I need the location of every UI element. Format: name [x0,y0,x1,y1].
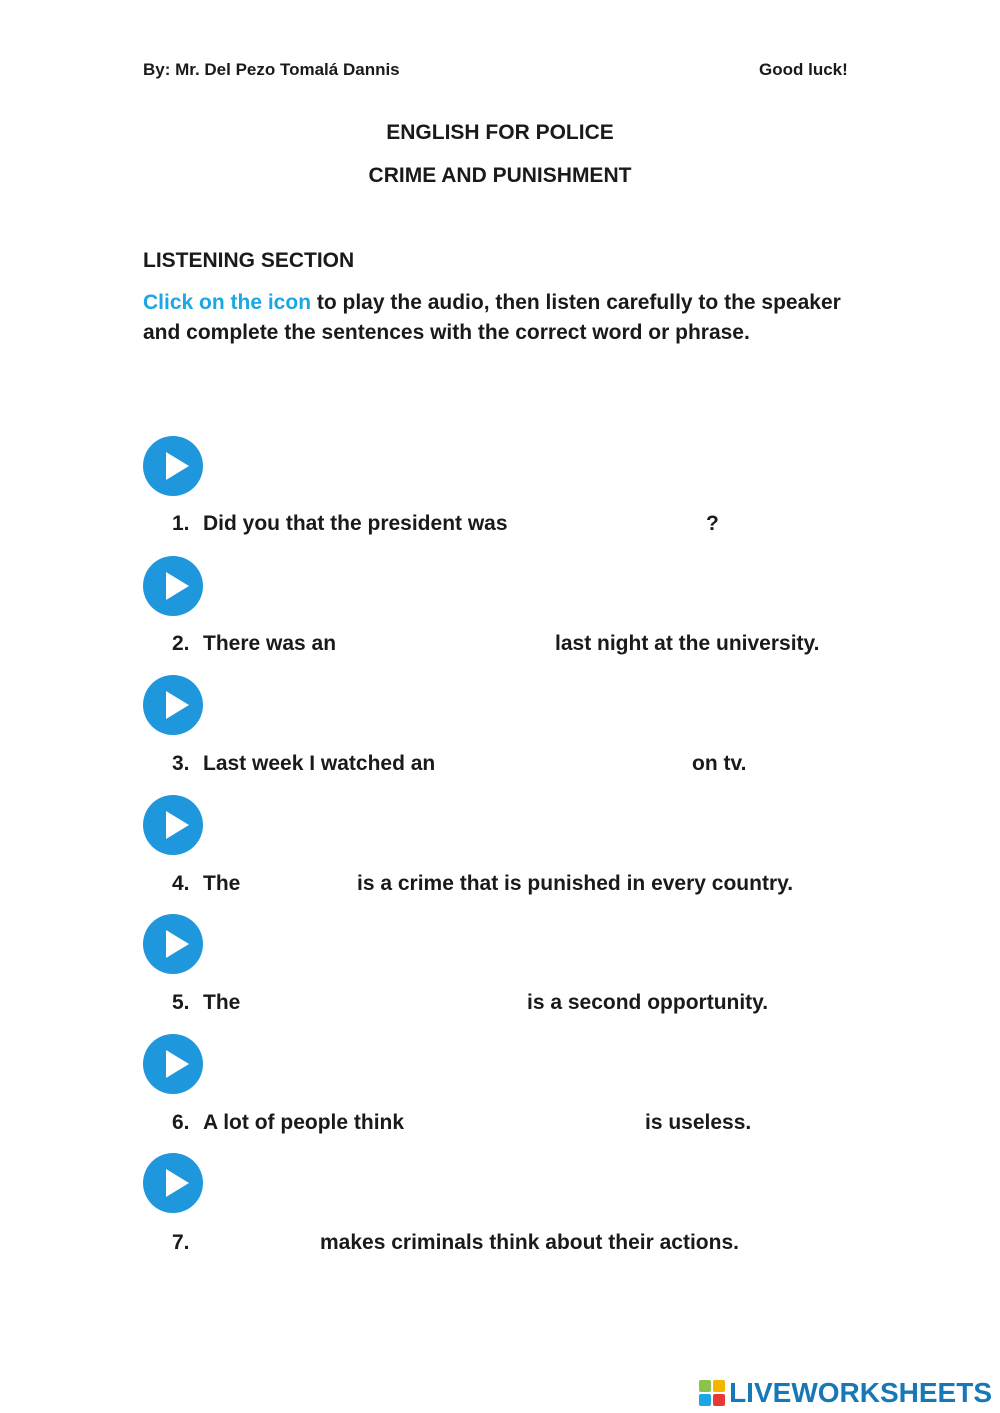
play-audio-button-2[interactable] [143,556,203,616]
play-audio-button-3[interactable] [143,675,203,735]
play-icon [143,436,203,496]
question-number: 7. [172,1231,190,1254]
play-audio-button-7[interactable] [143,1153,203,1213]
question-number: 3. [172,752,190,775]
logo-blocks-icon [699,1380,725,1406]
question-number: 4. [172,872,190,895]
instruction-link[interactable]: Click on the icon [143,291,312,314]
question-text-after: ? [706,512,719,535]
question-number: 6. [172,1111,190,1134]
instructions [143,288,863,348]
question-text-after: makes criminals think about their actions. [320,1231,739,1254]
section-heading: LISTENING SECTION [143,249,355,272]
question-text-before: A lot of people think [203,1111,405,1134]
question-text-before: Did you that the president was [203,512,508,535]
question-number: 2. [172,632,190,655]
author-line: By: Mr. Del Pezo Tomalá Dannis [143,60,400,79]
good-luck-text: Good luck! [759,60,848,79]
instruction-text: to play the audio, then listen carefully to the speaker and complete the sentences with the correct word or phrase. [143,291,841,344]
play-icon [143,914,203,974]
play-audio-button-5[interactable] [143,914,203,974]
question-number: 1. [172,512,190,535]
question-text-before: Last week I watched an [203,752,436,775]
liveworksheets-logo[interactable] [699,1377,992,1409]
play-icon [143,1153,203,1213]
play-audio-button-6[interactable] [143,1034,203,1094]
question-text-before: The [203,872,241,895]
play-icon [143,675,203,735]
question-text-after: last night at the university. [555,632,820,655]
question-number: 5. [172,991,190,1014]
question-text-before: The [203,991,241,1014]
question-text-after: is a second opportunity. [527,991,769,1014]
play-icon [143,795,203,855]
play-icon [143,1034,203,1094]
question-text-after: is a crime that is punished in every country. [357,872,794,895]
play-audio-button-4[interactable] [143,795,203,855]
question-text-after: on tv. [692,752,747,775]
brand-name: LIVEWORKSHEETS [729,1377,992,1408]
worksheet-subtitle: CRIME AND PUNISHMENT [368,164,632,187]
worksheet-title: ENGLISH FOR POLICE [386,121,614,144]
question-text-before: There was an [203,632,337,655]
question-text-after: is useless. [645,1111,752,1134]
play-icon [143,556,203,616]
play-audio-button-1[interactable] [143,436,203,496]
